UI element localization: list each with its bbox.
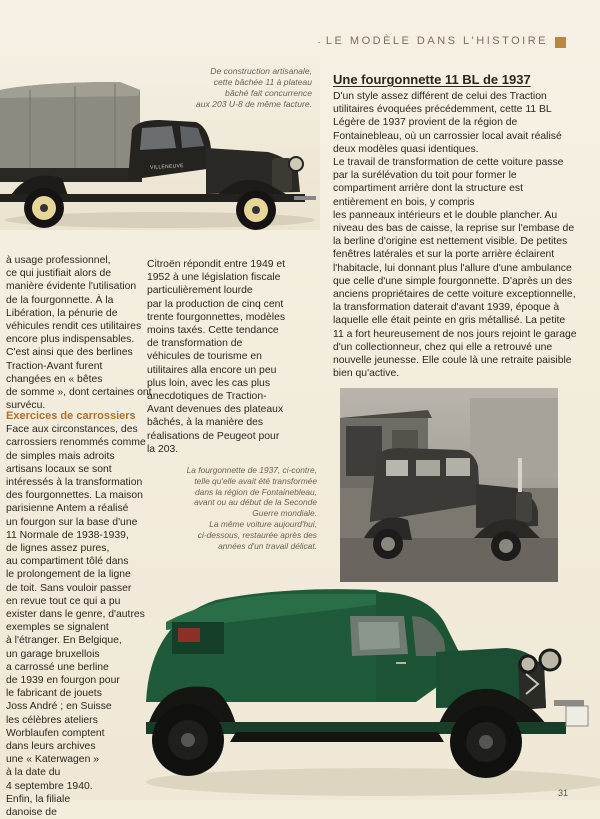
bw-van-photo [340,388,558,582]
subhead-carrossiers: Exercices de carrossiers [6,410,136,422]
green-van-photo [126,582,600,800]
section-header [318,34,578,52]
section-title: LE MODÈLE DANS L'HISTOIRE [320,35,548,47]
caption-van: La fourgonnette de 1937, ci-contre, telle qu'elle avait été transformée dans la région de Fontainebleau, avant ou au début de la Seconde Guerre mondiale. La même voiture aujourd'hui, ci-dessous, restaurée après des années d'un travail délicat. [186,465,317,551]
article-body: D'un style assez différent de celui des Traction utilitaires évoquées précédemment, cette 11 BL Légère de 1937 provient de la région de Fontainebleau, où un carrossier local avait réalisé deux modèles quasi identiques. Le travail de transformation de cette voiture passe par la surélévation du toit pour former le compartiment arrière dont la structure est entièrement en bois, y compris les panneaux intérieurs et le double plancher. Au niveau des bas de caisse, la reprise sur l'embase de la berline d'origine est nettement visible. De petites fenêtres latérales et sur la porte arrière éclairent l'habitacle, lui donnant plus l'allure d'une ambulance que celle d'une simple fourgonnette. D'après un des anciens propriétaires de cette voiture exceptionnelle, la transformation daterait d'avant 1939, époque à laquelle elle était peinte en gris métallisé. La petite 11 a fort heureusement de nos jours rejoint le garage d'un collectionneur, chez qui elle a retrouvé une nouvelle jeunesse. Elle coule là une retraite paisible bien qu'active. [333,91,577,380]
page-number: 31 [557,788,568,798]
article-title: Une fourgonnette 11 BL de 1937 [333,72,531,87]
caption-truck: De construction artisanale, cette bâchée 11 à plateau bâché fait concurrence aux 203 U-8 de même facture. [195,66,312,109]
column-1-top: à usage professionnel, ce qui justifiait alors de manière évidente l'utilisation de la fourgonnette. À la Libération, la pénurie de véhicules rendit ces utilitaires encore plus indispensables. C'est ainsi que des berlines Traction-Avant furent changées en « bêtes de somme », dont certaines ont survécu. [6,255,152,412]
column-2-top: Citroën répondit entre 1949 et 1952 à une législation fiscale particulièrement lourde par la production de cinq cent trente fourgonnettes, modèles moins taxés. Cette tendance de transformation de véhicules de tourisme en utilitaires alla encore un peu plus loin, avec les cas plus anecdotiques de Traction- Avant devenues des plateaux bâchés, à la manière des réalisations de Peugeot pour la 203. [147,259,286,455]
column-1-body: Exercices de carrossiers Face aux circonstances, des carrossiers renommés comme de simples mais adroits artisans locaux se sont intéressés à la transformation des fourgonnettes. La maison parisienne Antem a réalisé un fourgon sur la base d'une 11 Normale de 1938-1939, de lignes assez pures, au compartiment tôlé dans le prolongement de la ligne de toit. Sans vouloir passer en revue tout ce qui a pu exister dans le genre, d'autres exemples se signalent à l'étranger. En Belgique, un garage bruxellois a carrossé une berline de 1939 en fourgon pour le fabricant de jouets Joss André ; en Suisse les célèbres ateliers Worblaufen comptent dans leurs archives une « Katerwagen » à la date du 4 septembre 1940. Enfin, la filiale danoise de [6,410,146,819]
truck-door-text: VILLENEUVE [149,163,184,171]
header-square-icon [555,37,566,48]
